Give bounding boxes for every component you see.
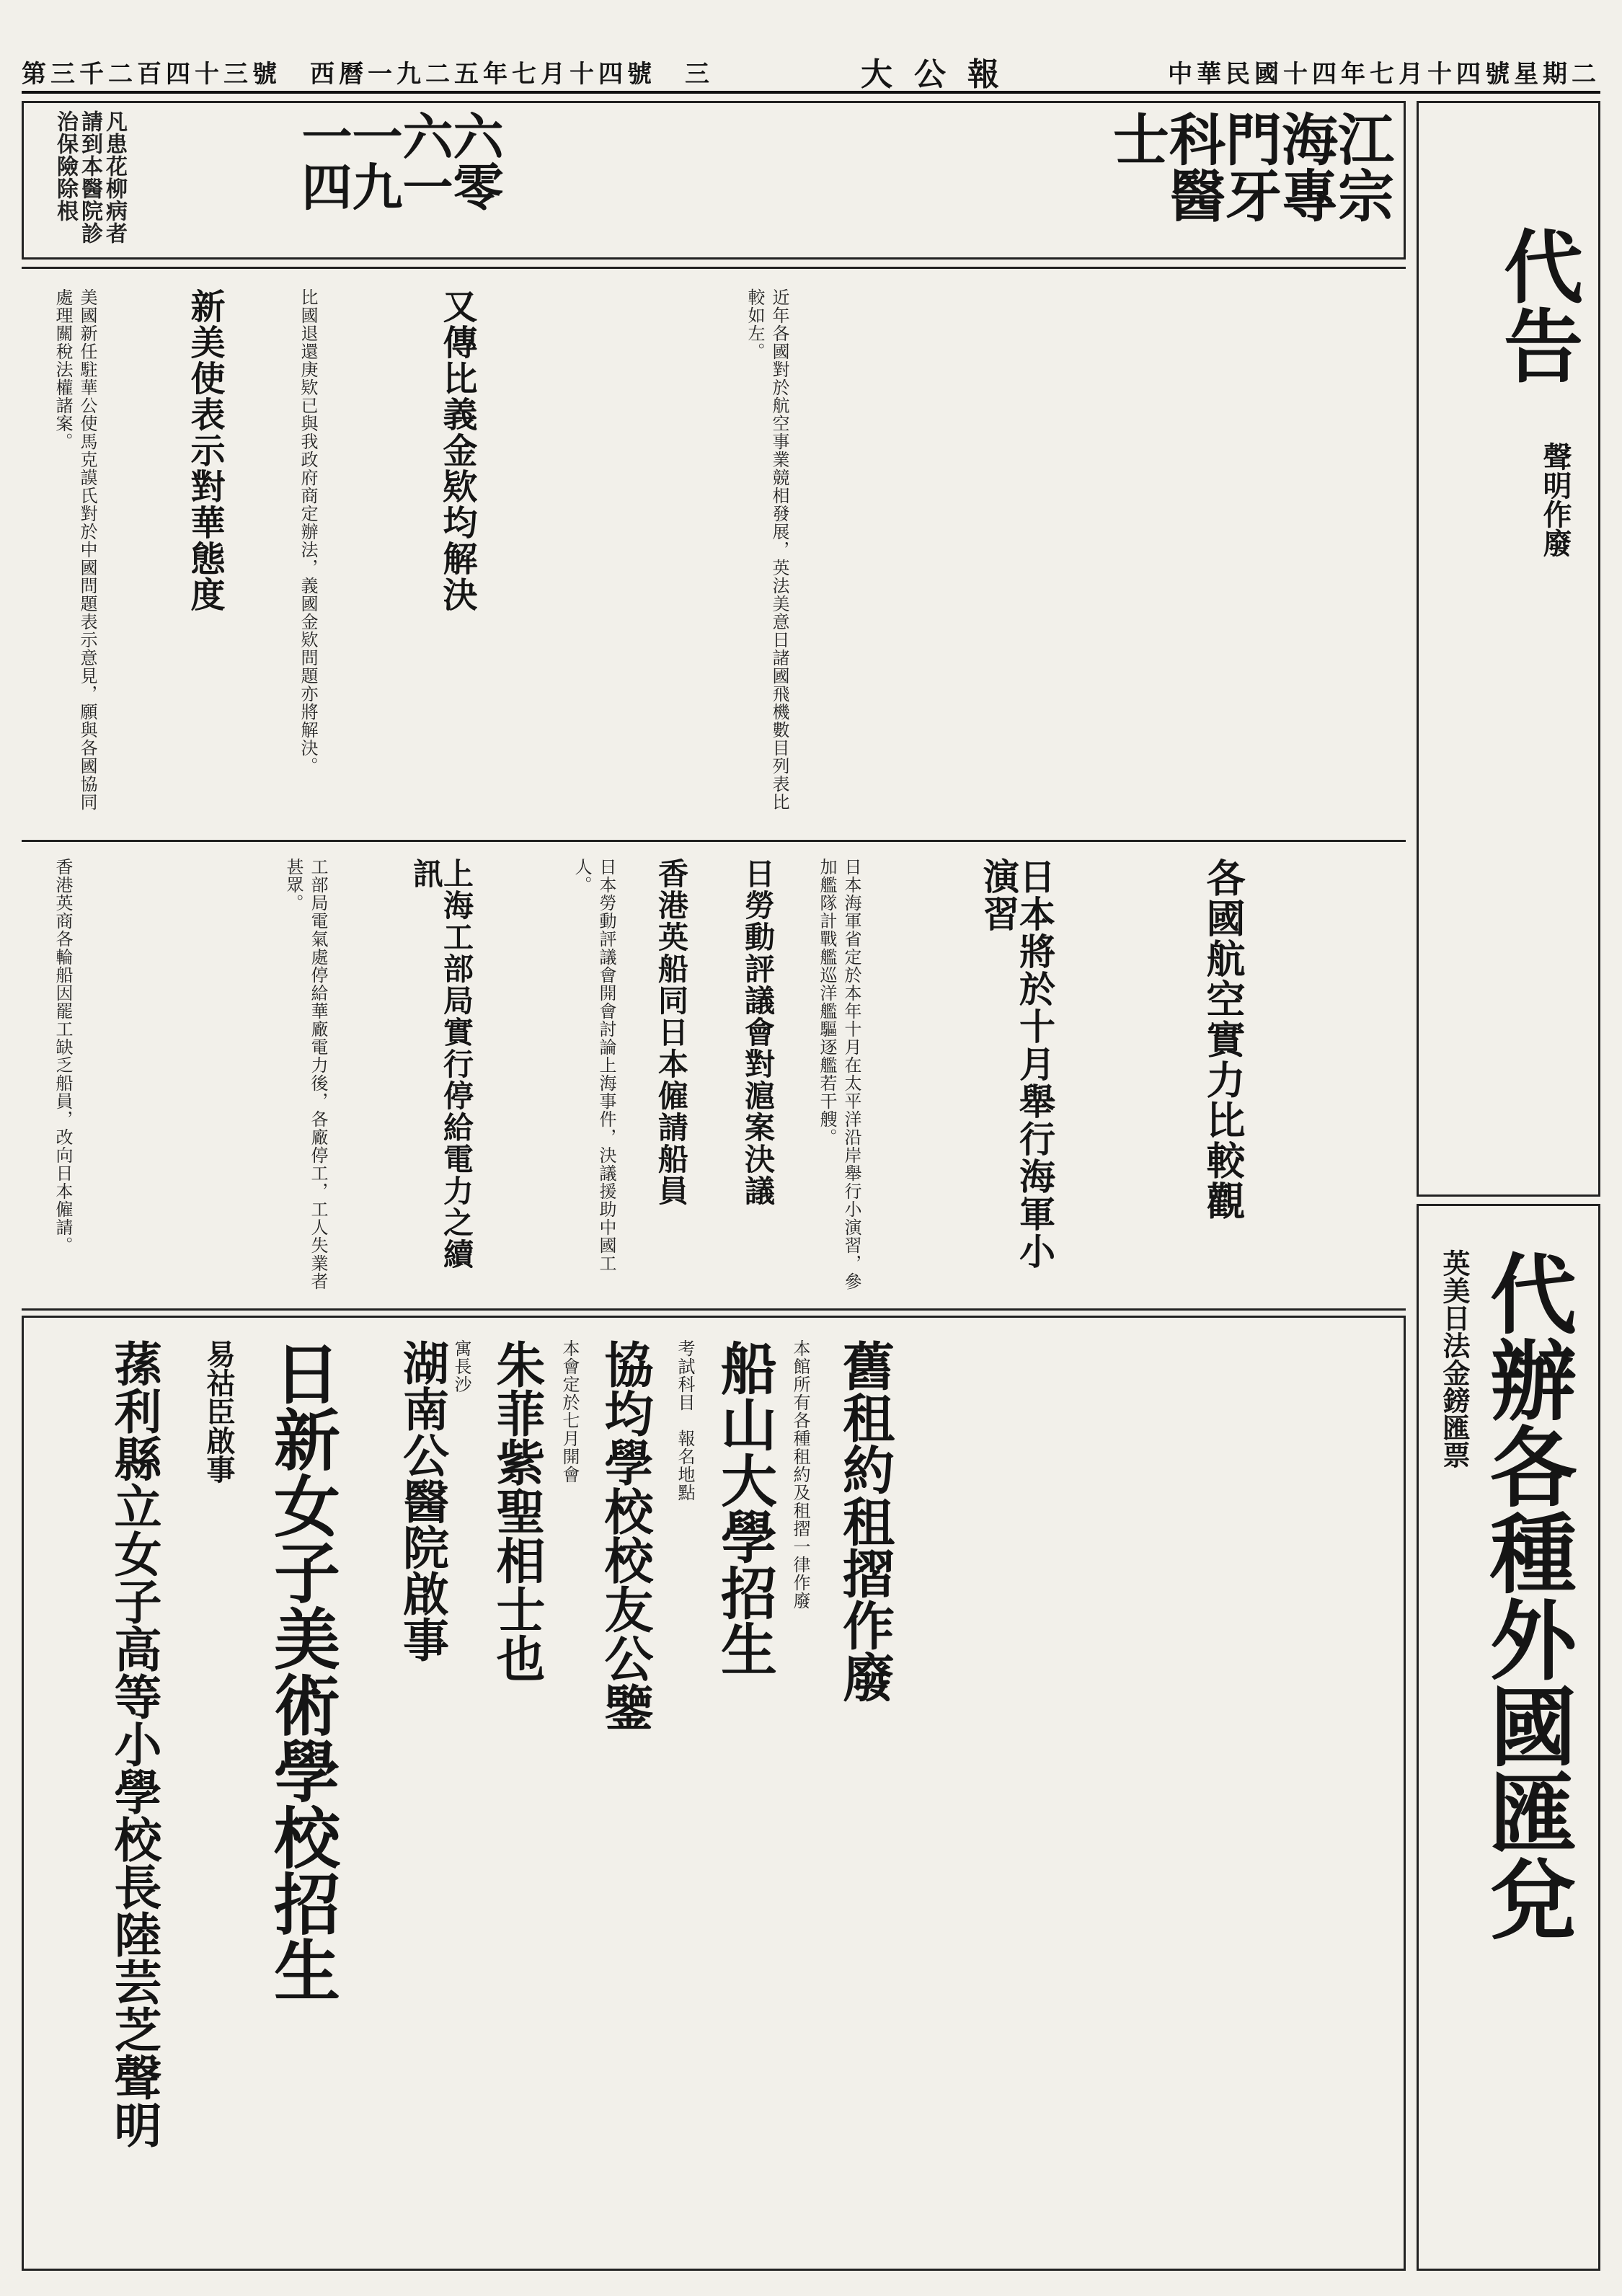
notice-subtitle: 聲明作廢 (1538, 442, 1572, 557)
news-body: 工部局電氣處停給華廠電力後，各廠停工，工人失業者甚眾。 (283, 858, 328, 1290)
right-column-top (1417, 101, 1600, 1197)
news-headline: 新美使表示對華態度 (185, 288, 225, 613)
news-headline: 香港英船同日本僱請船員 (654, 858, 689, 1207)
remit-sub: 英美日法金鎊匯票 (1438, 1249, 1471, 1468)
masthead (22, 52, 1600, 94)
masthead-left-date: 第三千二百四十三號 西曆一九二五年七月十四號 三 (22, 59, 714, 89)
bottom-ads (22, 1316, 1406, 2271)
news-headline: 上海工部局實行停給電力之續訊 (409, 858, 474, 1270)
divider (22, 1308, 1406, 1311)
ad-note: 本會定於七月開會 (559, 1339, 580, 1484)
remit-ad: 代辦各種外國匯兌 (1476, 1249, 1577, 1941)
news-body: 近年各國對於航空事業競相發展，英法美意日諸國飛機數目列表比較如左。 (745, 288, 789, 811)
news-body: 比國退還庚欵已與我政府商定辦法，義國金欵問題亦將解決。 (298, 288, 318, 775)
ad-headline: 日新女子美術學校招生 (263, 1339, 341, 2003)
news-headline: 各國航空實力比較觀 (1200, 858, 1246, 1221)
right-column-bottom (1417, 1204, 1600, 2271)
ad-headline: 船山大學招生 (712, 1339, 777, 1677)
clinic-notice: 凡患花柳病者請到本醫院診治保險除根 (53, 110, 127, 244)
jiang-clinic-ad: 江宗海專門牙科醫士 (1104, 110, 1394, 223)
masthead-right-date: 中華民國十四年七月十四號星期二 (1168, 59, 1600, 89)
divider (22, 267, 1406, 269)
ad-headline: 易祜臣啟事 (202, 1339, 236, 1484)
news-upper (22, 274, 1406, 836)
news-headline: 又傳比義金欵均解決 (437, 288, 477, 613)
news-body: 日本海軍省定於本年十月在太平洋沿岸舉行小演習，參加艦隊計戰艦巡洋艦驅逐艦若干艘。 (817, 858, 861, 1290)
news-middle (22, 847, 1406, 1301)
news-body: 香港英商各輪船因罷工缺乏船員，改向日本僱請。 (53, 858, 73, 1254)
news-body: 日本勞動評議會開會討論上海事件，決議援助中國工人。 (572, 858, 616, 1272)
ad-note: 考試科目 報名地點 (675, 1339, 695, 1502)
news-headline: 日勞動評議會對滬案決議 (740, 858, 776, 1207)
top-ad-strip (22, 101, 1406, 260)
ad-note: 本館所有各種租約及租摺一律作廢 (790, 1339, 810, 1610)
masthead-paper-name: 大公報 (861, 56, 1021, 93)
notice-title: 代告 (1491, 226, 1584, 384)
ad-headline: 朱菲紫聖相士也 (488, 1339, 546, 1683)
ad-headline: 湖南公醫院啟事 (395, 1339, 449, 1662)
phone-ad: 六零六一一九一四 (293, 110, 505, 211)
divider (22, 840, 1406, 842)
news-body: 美國新任駐華公使馬克謨氏對於中國問題表示意見，願與各國協同處理關稅法權諸案。 (53, 288, 97, 811)
ad-note: 寓長沙 (451, 1339, 471, 1393)
ad-headline: 協均學校校友公鑒 (596, 1339, 654, 1732)
ad-headline: 舊租約租摺作廢 (834, 1339, 895, 1703)
ad-headline: 蓀利縣立女子高等小學校長陸芸芝聲明 (106, 1339, 162, 2148)
news-headline: 日本將於十月舉行海軍小演習 (978, 858, 1056, 1270)
